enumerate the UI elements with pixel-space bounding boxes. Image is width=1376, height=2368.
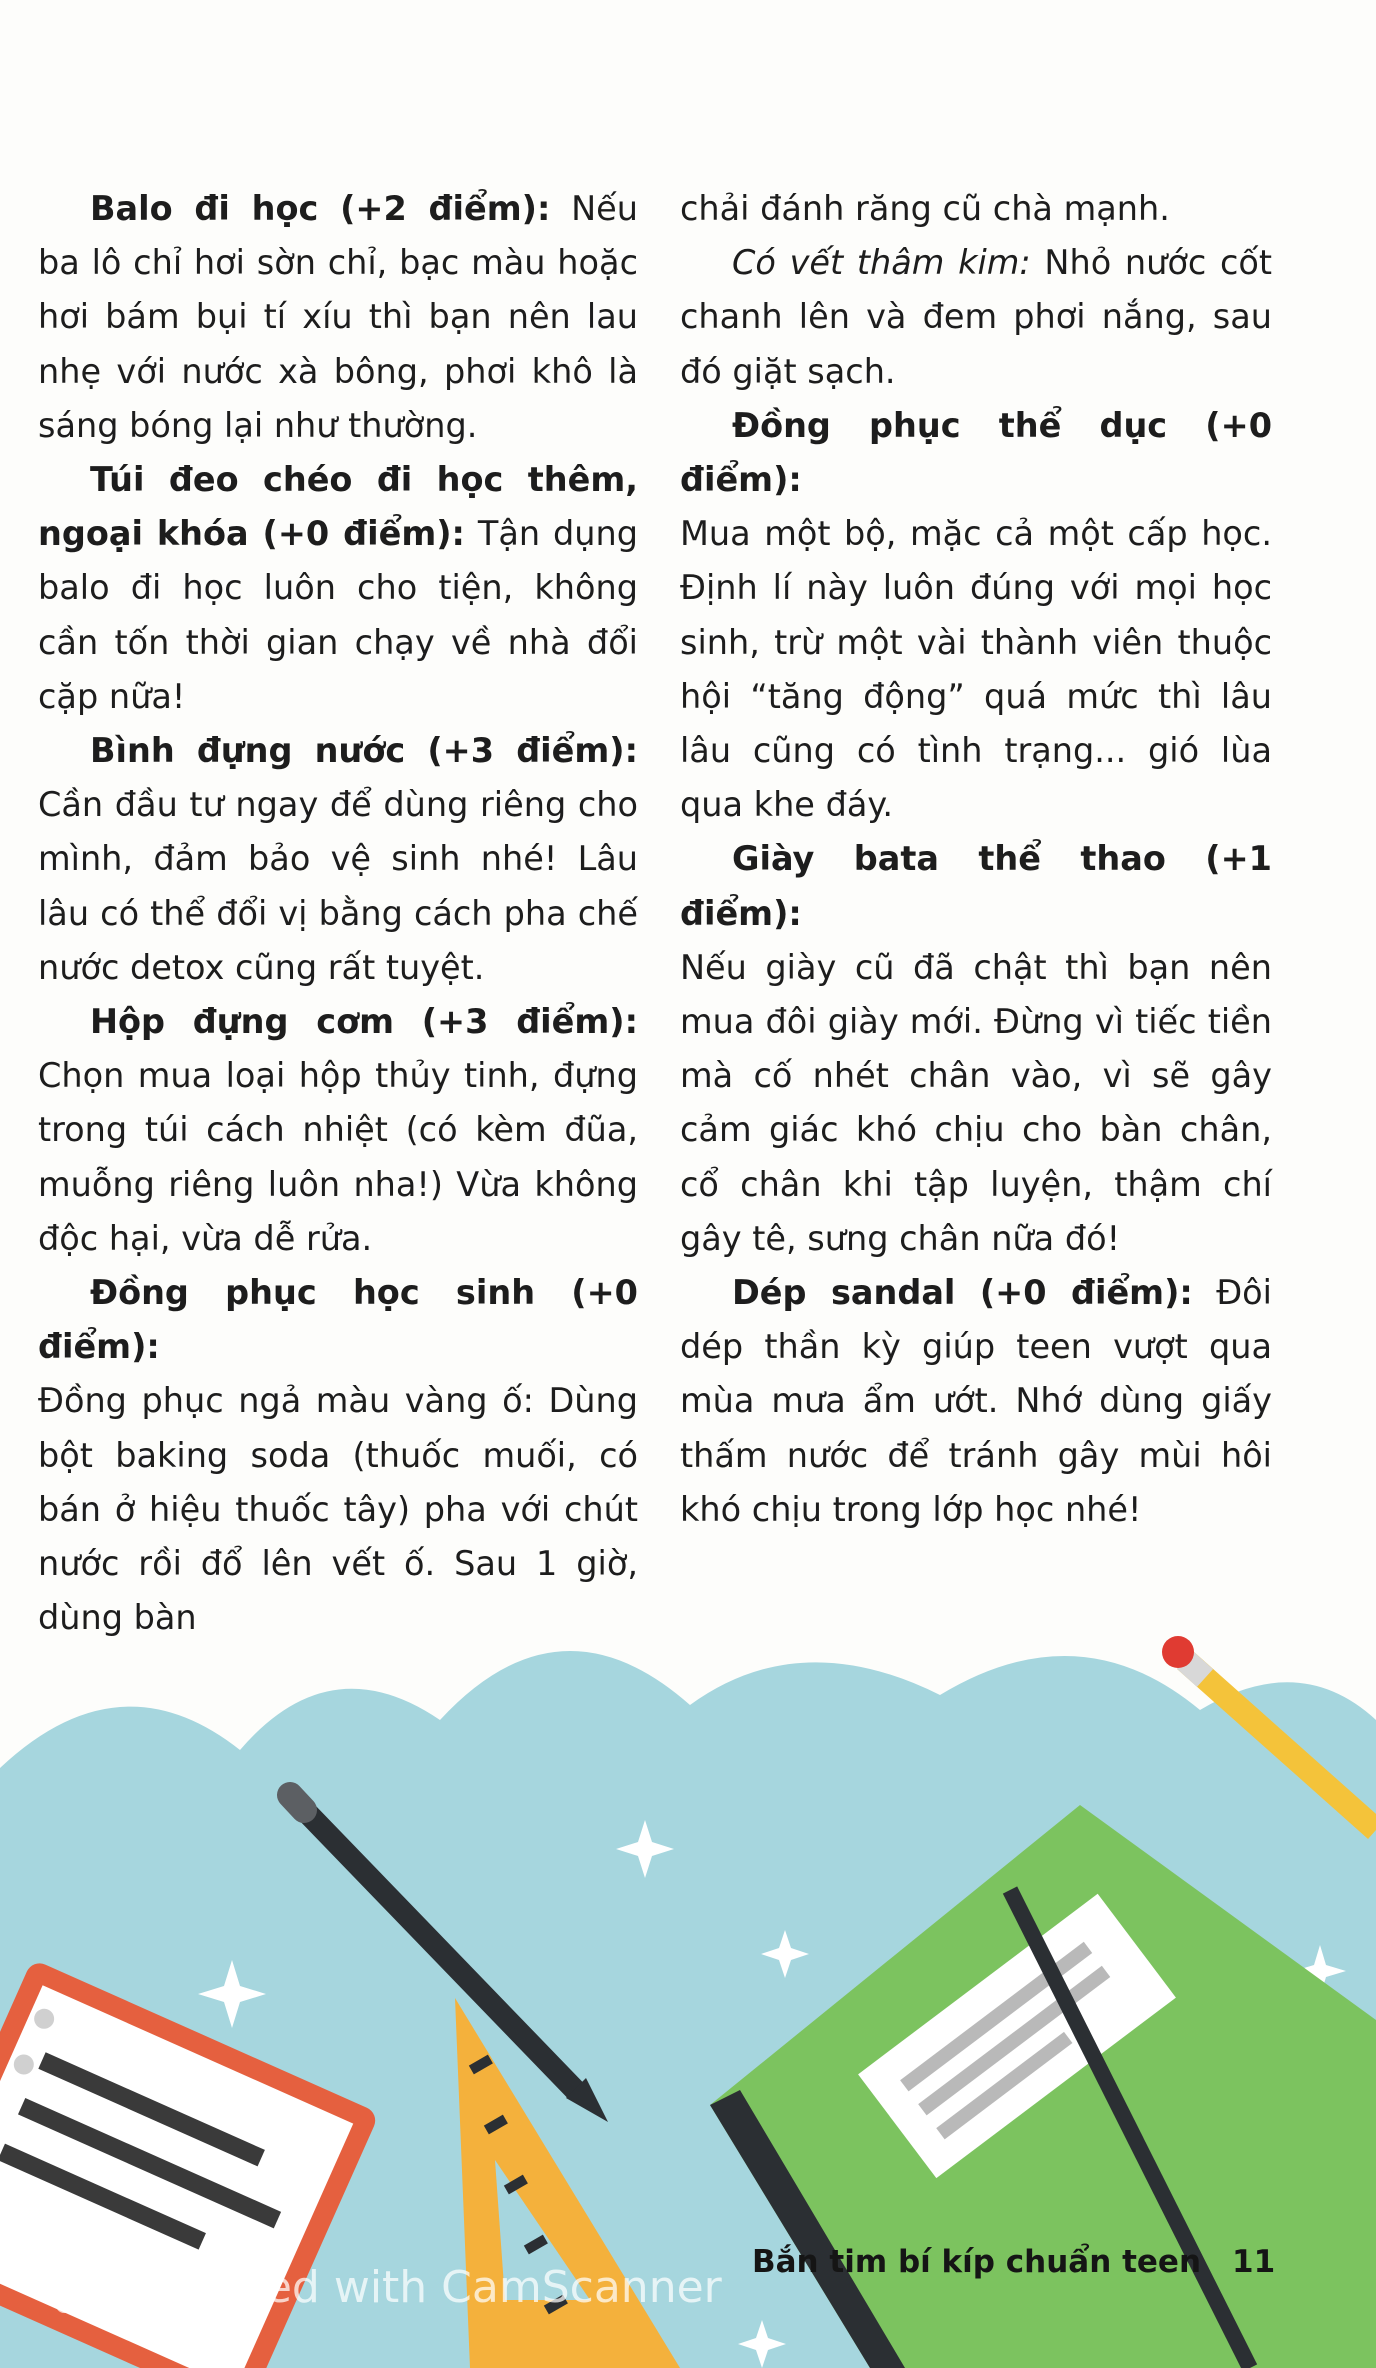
paragraph-sneakers-heading (680, 832, 1272, 940)
paragraph-body: Mua một bộ, mặc cả một cấp học. Định lí này luôn đúng với mọi học sinh, trừ một vài thành viên thuộc hội “tăng động” quá mức thì lâu lâu cũng có tình trạng... gió lùa qua khe đáy. (680, 514, 1272, 825)
paragraph-backpack (38, 182, 638, 453)
paragraph-heading: Túi đeo chéo đi học thêm, ngoại khóa (+0 điểm): (38, 460, 638, 554)
paragraph-body: chải đánh răng cũ chà mạnh. (680, 189, 1170, 228)
paragraph-uniform-heading (38, 1266, 638, 1374)
paragraph-heading: Đồng phục học sinh (+0 điểm): (38, 1273, 638, 1367)
paragraph-body: Nhỏ nước cốt chanh lên và đem phơi nắng, sau đó giặt sạch. (680, 243, 1272, 391)
paragraph-lunch-box (38, 995, 638, 1266)
paragraph-heading: Bình đựng nước (+3 điểm): (90, 731, 638, 771)
paragraph-body: Đồng phục ngả màu vàng ố: Dùng bột baking soda (thuốc muối, có bán ở hiệu thuốc tây) pha với chút nước rồi đổ lên vết ố. Sau 1 giờ, dùng bàn (38, 1381, 638, 1638)
paragraph-body: Nếu ba lô chỉ hơi sờn chỉ, bạc màu hoặc hơi bám bụi tí xíu thì bạn nên lau nhẹ với nước xà bông, phơi khô là sáng bóng lại như thường. (38, 189, 638, 445)
paragraph-heading: Hộp đựng cơm (+3 điểm): (90, 1002, 638, 1042)
paragraph-pe-uniform-heading (680, 399, 1272, 507)
scanner-watermark (56, 2262, 722, 2313)
paragraph-body: Tận dụng balo đi học luôn cho tiện, không cần tốn thời gian chạy về nhà đổi cặp nữa! (38, 514, 638, 716)
page-number: 11 (1232, 2244, 1276, 2280)
paragraph-body: Nếu giày cũ đã chật thì bạn nên mua đôi giày mới. Đừng vì tiếc tiền mà cố nhét chân vào, vì sẽ gây cảm giác khó chịu cho bàn chân, cổ chân khi tập luyện, thậm chí gây tê, sưng chân nữa đó! (680, 947, 1272, 1258)
paragraph-body: Đôi dép thần kỳ giúp teen vượt qua mùa mưa ẩm ướt. Nhớ dùng giấy thấm nước để tránh gây mùi hôi khó chịu trong lớp học nhé! (680, 1273, 1272, 1529)
paragraph-heading: Đồng phục thể dục (+0 điểm): (680, 405, 1272, 500)
paragraph-heading: Dép sandal (+0 điểm): (732, 1273, 1193, 1313)
camscanner-logo-icon: CS (56, 2263, 114, 2313)
paragraph-crossbody-bag (38, 453, 638, 724)
paragraph-body: Cần đầu tư ngay để dùng riêng cho mình, đảm bảo vệ sinh nhé! Lâu lâu có thể đổi vị bằng cách pha chế nước detox cũng rất tuyệt. (38, 785, 638, 987)
paragraph-water-bottle (38, 724, 638, 995)
paragraph-body: Chọn mua loại hộp thủy tinh, đựng trong túi cách nhiệt (có kèm đũa, muỗng riêng luôn nha!) Vừa không độc hại, vừa dễ rửa. (38, 1056, 638, 1258)
running-footer-title: Bắn tim bí kíp chuẩn teen (752, 2244, 1202, 2280)
watermark-text: Scanned with CamScanner (130, 2262, 722, 2313)
paragraph-sneakers-body (680, 941, 1272, 1266)
paragraph-needle-stain (680, 236, 1272, 399)
right-column (680, 182, 1272, 1537)
paragraph-italic-lead: Có vết thâm kim: (732, 243, 1031, 283)
paragraph-sandals (680, 1266, 1272, 1537)
paragraph-heading: Balo đi học (+2 điểm): (90, 189, 551, 228)
paragraph-heading: Giày bata thể thao (+1 điểm): (680, 839, 1272, 933)
paragraph-continued (680, 182, 1272, 236)
left-column (38, 182, 638, 1645)
paragraph-pe-uniform-body (680, 507, 1272, 832)
